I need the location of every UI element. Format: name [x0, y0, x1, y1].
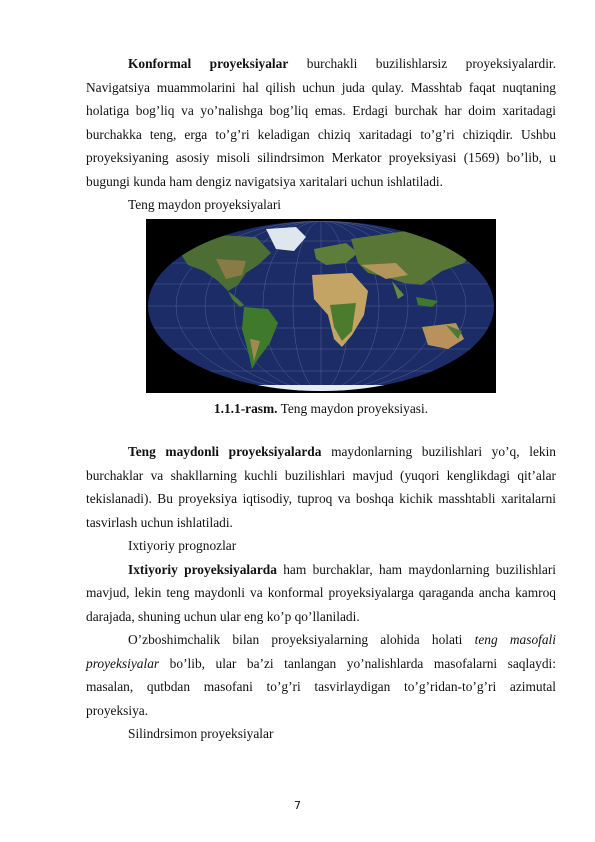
paragraph-text: burchakli buzilishlarsiz proyeksiyalardir. Navigatsiya muammolarini hal qilish uchun juda qulay. Masshtab faqat nuqtaning holatiga bog’liq va yo’nalishga bog’liq emas. Erdagi burchak har doim xaritadagi burchakka teng, erga to’g’ri keladigan chiziq xaritadagi to’g’ri chiziqdir. Ushbu proyeksiyaning asosiy misoli silindrsimon Merkator proyeksiyasi (1569) bo’lib, u bugungi kunda ham dengiz navigatsiya xaritalari uchun ishlatiladi. — [86, 56, 556, 189]
paragraph-equal-area — [86, 440, 556, 534]
spacer — [86, 420, 556, 440]
heading-arbitrary: Ixtiyoriy prognozlar — [128, 538, 237, 553]
term-equidistant: teng masofali proyeksiyalar — [86, 632, 556, 671]
term-conformal: Konformal proyeksiyalar — [128, 56, 289, 71]
world-map-image — [146, 219, 496, 393]
document-page — [86, 52, 556, 746]
figure — [86, 219, 556, 393]
paragraph-text: maydonlarning buzilishlari yo’q, lekin burchaklar va shakllarning kuchli buzilishlari mavjud (yuqori kenglikdagi qit’alar tekislanadi). Bu proyeksiya iqtisodiy, tuproq va boshqa kichik masshtabli xaritalarni tasvirlash uchun ishlatiladi. — [86, 444, 557, 530]
paragraph-conformal — [86, 52, 556, 193]
caption-text: Teng maydon proyeksiyasi. — [277, 400, 429, 416]
page-number: 7 — [294, 799, 301, 812]
figure-caption — [86, 397, 556, 421]
term-equal-area: Teng maydonli proyeksiyalarda — [128, 444, 322, 459]
paragraph-text: bo’lib, ular ba’zi tanlangan yo’nalishlarda masofalarni saqlaydi: masalan, qutbdan masofani to’g’ri tasvirlaydigan to’g’ridan-to’g’ri azimutal proyeksiya. — [86, 655, 556, 718]
paragraph-equidistant — [86, 628, 556, 722]
paragraph-arbitrary — [86, 558, 556, 629]
paragraph-text: ham burchaklar, ham maydonlarning buzilishlari mavjud, lekin teng maydonli va konformal proyeksiyalarga qaraganda ancha kamroq darajada, shuning uchun ular eng ko’p qo’llaniladi. — [86, 561, 557, 624]
paragraph-text: O’zboshimchalik bilan proyeksiyalarning alohida holati — [128, 632, 475, 647]
heading-equal-area: Teng maydon proyeksiyalari — [128, 197, 282, 212]
caption-number: 1.1.1-rasm. — [213, 400, 278, 416]
term-arbitrary: Ixtiyoriy proyeksiyalarda — [128, 561, 277, 577]
heading-cylindrical: Silindrsimon proyeksiyalar — [128, 726, 274, 741]
